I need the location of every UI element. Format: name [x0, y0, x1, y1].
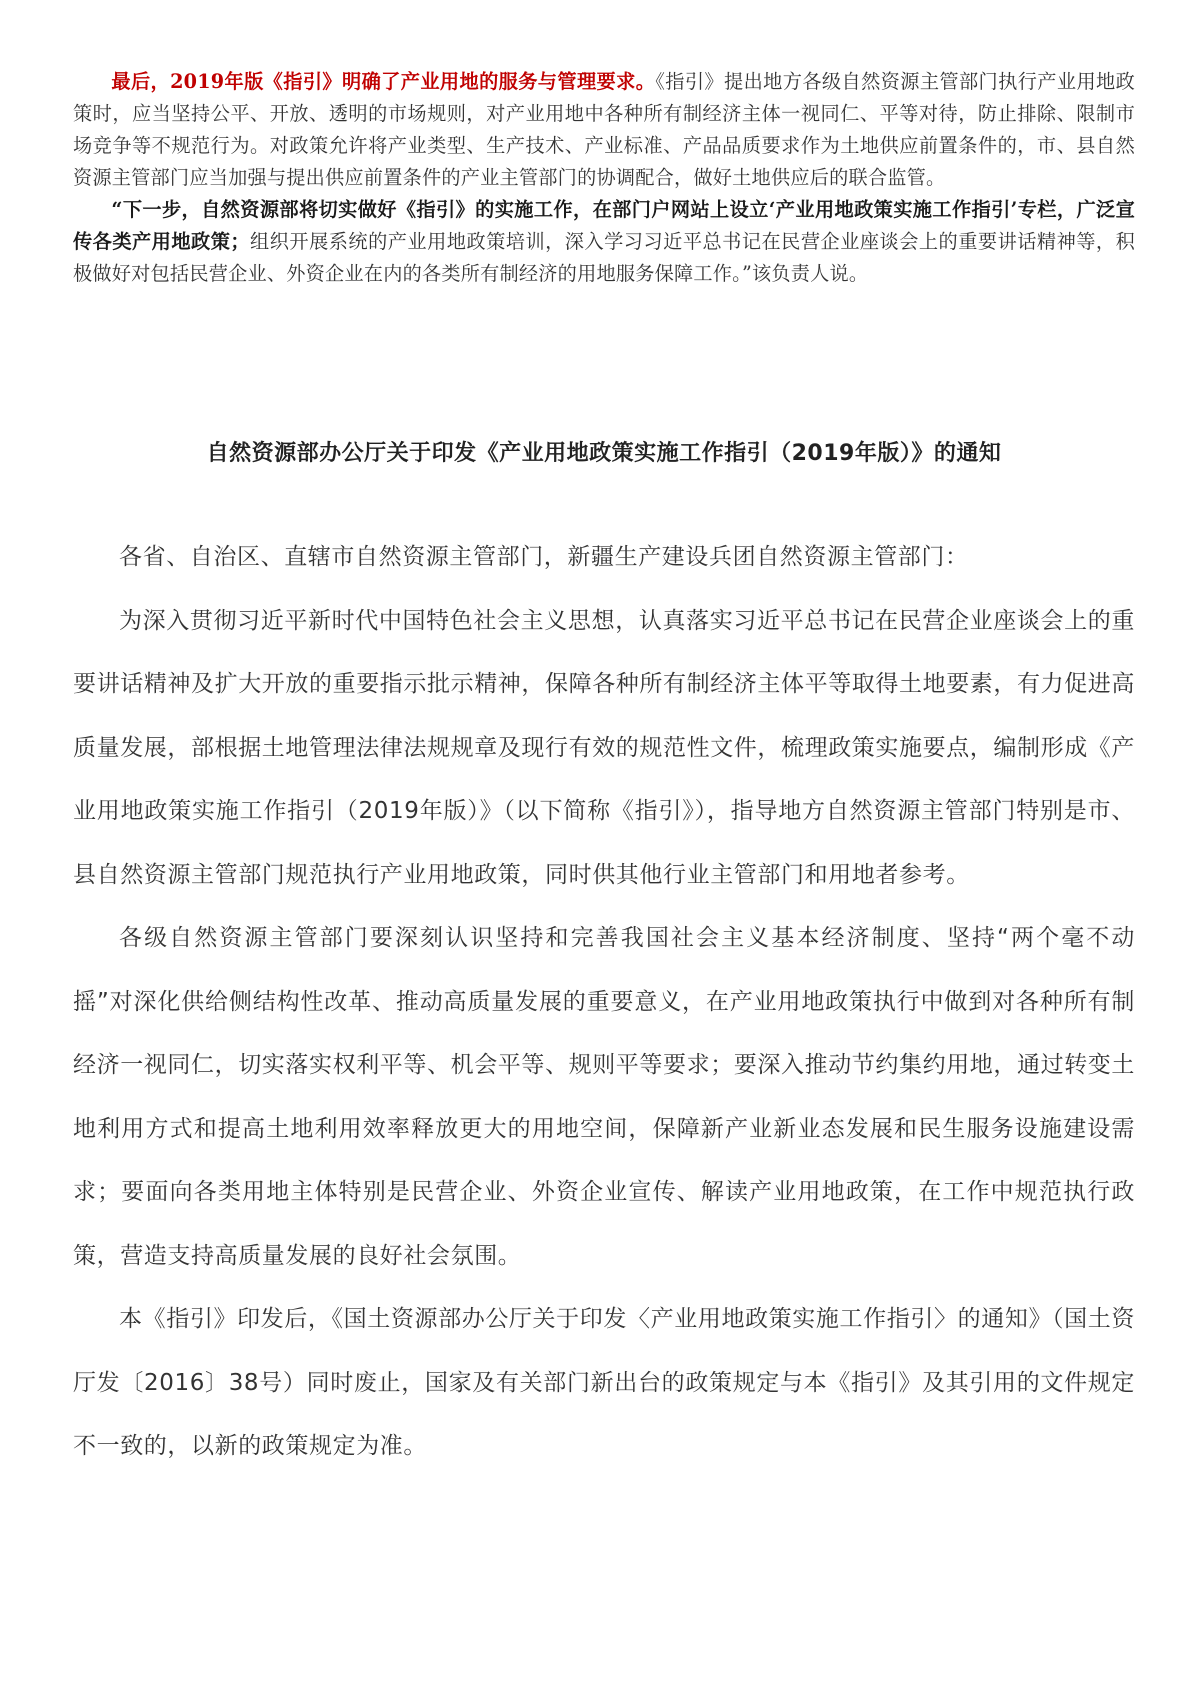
excerpt-paragraph-2-body: 组织开展系统的产业用地政策培训，深入学习习近平总书记在民营企业座谈会上的重要讲话精神等，积极做好对包括民营企业、外资企业在内的各类所有制经济的用地服务保障工作。”该负责人说。 [73, 230, 1135, 285]
excerpt-paragraph-1-body: 《指引》提出地方各级自然资源主管部门执行产业用地政策时，应当坚持公平、开放、透明的市场规则，对产业用地中各种所有制经济主体一视同仁、平等对待，防止排除、限制市场竞争等不规范行为。对政策允许将产业类型、生产技术、产业标准、产品品质要求作为土地供应前置条件的，市、县自然资源主管部门应当加强与提出供应前置条件的产业主管部门的协调配合，做好土地供应后的联合监管。 [73, 70, 1136, 189]
news-excerpt [73, 66, 1135, 290]
notice-paragraph-3: 本《指引》印发后，《国土资源部办公厅关于印发〈产业用地政策实施工作指引〉的通知》（国土资厅发〔2016〕38号）同时废止，国家及有关部门新出台的政策规定与本《指引》及其引用的文件规定不一致的，以新的政策规定为准。 [73, 1306, 1135, 1459]
excerpt-paragraph-1 [73, 66, 1135, 194]
excerpt-paragraph-1-lead: 最后，2019年版《指引》明确了产业用地的服务与管理要求。 [111, 70, 656, 93]
notice-title: 自然资源部办公厅关于印发《产业用地政策实施工作指引（2019年版）》的通知 [206, 441, 1002, 466]
notice-salutation: 各省、自治区、直辖市自然资源主管部门，新疆生产建设兵团自然资源主管部门： [119, 544, 969, 570]
notice-paragraph-2: 各级自然资源主管部门要深刻认识坚持和完善我国社会主义基本经济制度、坚持“两个毫不动摇”对深化供给侧结构性改革、推动高质量发展的重要意义，在产业用地政策执行中做到对各种所有制经济一视同仁，切实落实权利平等、机会平等、规则平等要求；要深入推动节约集约用地，通过转变土地利用方式和提高土地利用效率释放更大的用地空间，保障新产业新业态发展和民生服务设施建设需求；要面向各类用地主体特别是民营企业、外资企业宣传、解读产业用地政策，在工作中规范执行政策，营造支持高质量发展的良好社会氛围。 [73, 925, 1135, 1269]
excerpt-paragraph-2-lead: “下一步，自然资源部将切实做好《指引》的实施工作，在部门户网站上设立‘产业用地政策实施工作指引’专栏，广泛宣传各类产用地政策； [73, 198, 1135, 253]
notice-paragraph-1: 为深入贯彻习近平新时代中国特色社会主义思想，认真落实习近平总书记在民营企业座谈会上的重要讲话精神及扩大开放的重要指示批示精神，保障各种所有制经济主体平等取得土地要素，有力促进高质量发展，部根据土地管理法律法规规章及现行有效的规范性文件，梳理政策实施要点，编制形成《产业用地政策实施工作指引（2019年版）》（以下简称《指引》），指导地方自然资源主管部门特别是市、县自然资源主管部门规范执行产业用地政策，同时供其他行业主管部门和用地者参考。 [73, 607, 1135, 888]
notice-body [73, 526, 1135, 1479]
excerpt-paragraph-2 [73, 194, 1135, 290]
